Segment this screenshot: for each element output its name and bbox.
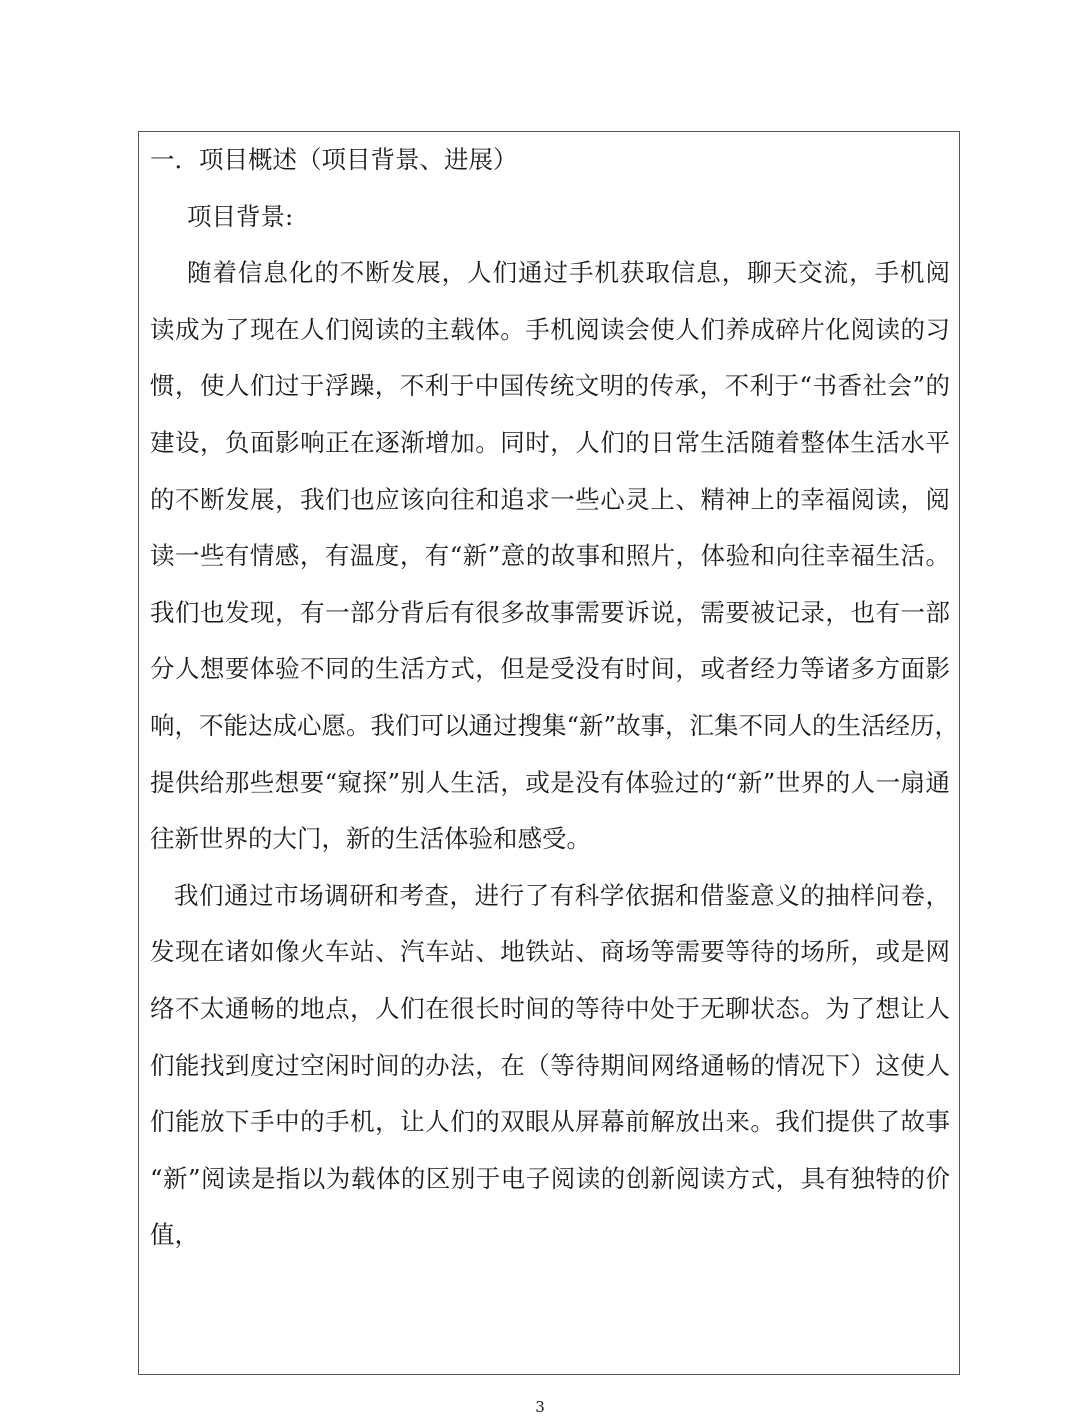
- text-line: 读一些有情感，有温度，有“新”意的故事和照片，体验和向往幸福生活。: [150, 541, 950, 571]
- text-line: 们能找到度过空闲时间的办法，在（等待期间网络通畅的情况下）这使人: [150, 1050, 950, 1080]
- text-line: 的不断发展，我们也应该向往和追求一些心灵上、精神上的幸福阅读，阅: [150, 484, 950, 514]
- text-line: 值，: [150, 1220, 199, 1250]
- text-line: 惯，使人们过于浮躁，不利于中国传统文明的传承，不利于“书香社会”的: [150, 371, 950, 401]
- text-line: 我们通过市场调研和考查，进行了有科学依据和借鉴意义的抽样问卷，: [174, 880, 950, 910]
- text-line: 我们也发现，有一部分背后有很多故事需要诉说，需要被记录，也有一部: [150, 597, 950, 627]
- text-line: 读成为了现在人们阅读的主载体。手机阅读会使人们养成碎片化阅读的习: [150, 314, 950, 344]
- text-line: 络不太通畅的地点，人们在很长时间的等待中处于无聊状态。为了想让人: [150, 993, 950, 1023]
- text-line: 们能放下手中的手机，让人们的双眼从屏幕前解放出来。我们提供了故事: [150, 1107, 950, 1137]
- text-line: 随着信息化的不断发展，人们通过手机获取信息，聊天交流，手机阅: [187, 258, 950, 288]
- text-line: “新”阅读是指以为载体的区别于电子阅读的创新阅读方式，具有独特的价: [150, 1163, 950, 1193]
- text-line: 分人想要体验不同的生活方式，但是受没有时间，或者经力等诸多方面影: [150, 654, 950, 684]
- text-line: 建设，负面影响正在逐渐增加。同时，人们的日常生活随着整体生活水平: [150, 427, 950, 457]
- text-line: 往新世界的大门，新的生活体验和感受。: [150, 824, 591, 854]
- text-line: 提供给那些想要“窥探”别人生活，或是没有体验过的“新”世界的人一扇通: [150, 767, 950, 797]
- section-heading: 一．项目概述（项目背景、进展）: [150, 145, 518, 174]
- page-number: 3: [535, 1398, 545, 1416]
- text-line: 发现在诸如像火车站、汽车站、地铁站、商场等需要等待的场所，或是网: [150, 937, 950, 967]
- document-body: [150, 132, 960, 1264]
- subheading: 项目背景:: [187, 201, 294, 231]
- text-line: 响，不能达成心愿。我们可以通过搜集“新”故事，汇集不同人的生活经历，: [150, 710, 960, 740]
